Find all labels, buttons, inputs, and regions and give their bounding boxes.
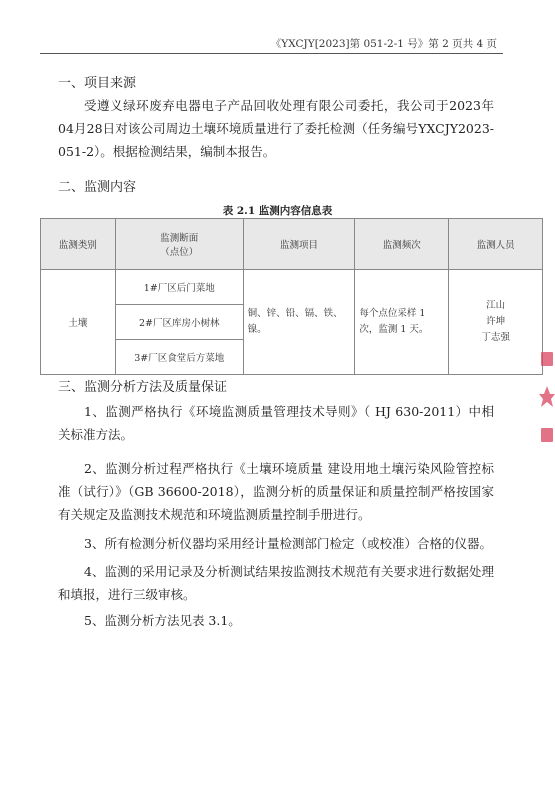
header-category: 监测类别	[41, 219, 116, 270]
table-row	[41, 270, 543, 305]
header-site: 监测断面 （点位）	[115, 219, 243, 270]
header-frequency: 监测频次	[355, 219, 449, 270]
section-3-title: 三、监测分析方法及质量保证	[58, 380, 228, 395]
cell-site-1: 1#厂区后门菜地	[115, 270, 243, 305]
header-items: 监测项目	[243, 219, 355, 270]
staff-name: 许坤	[486, 316, 506, 327]
staff-name: 江山	[486, 300, 506, 311]
header-staff: 监测人员	[449, 219, 543, 270]
cell-staff	[449, 270, 543, 375]
cell-items: 铜、锌、铅、镉、铁、镍。	[243, 270, 355, 375]
cell-category: 土壤	[41, 270, 116, 375]
section-2-title: 二、监测内容	[58, 180, 137, 195]
seal-stamp-fragment	[538, 348, 555, 448]
page-header: 《YXCJY[2023]第 051-2-1 号》第 2 页共 4 页	[270, 38, 497, 50]
section-3-item-1: 1、监测严格执行《环境监测质量管理技术导则》（ HJ 630-2011）中相关标准方法。	[58, 404, 494, 442]
staff-name: 丁志强	[481, 332, 510, 343]
section-3-item-2: 2、监测分析过程严格执行《土壤环境质量 建设用地土壤污染风险管控标准（试行）》（GB 36600-2018），监测分析的质量保证和质量控制严格按国家有关规定及监测技术规范和环境监测质量控制手册进行。	[58, 461, 494, 522]
cell-site-2: 2#厂区库房小树林	[115, 305, 243, 340]
section-3-item-5: 5、监测分析方法见表 3.1。	[84, 613, 241, 628]
section-3-item-3: 3、所有检测分析仪器均采用经计量检测部门检定（或校准）合格的仪器。	[84, 536, 492, 551]
table-header-row	[41, 219, 543, 270]
monitoring-content-table	[40, 218, 543, 375]
section-3-item-4: 4、监测的采用记录及分析测试结果按监测技术规范有关要求进行数据处理和填报，进行三级审核。	[58, 564, 494, 602]
section-1-paragraph: 受遵义绿环废弃电器电子产品回收处理有限公司委托，我公司于2023年04月28日对该公司周边土壤环境质量进行了委托检测（任务编号YXCJY2023-051-2）。根据检测结果，编制本报告。	[58, 98, 494, 159]
header-divider	[40, 53, 503, 54]
section-1-title: 一、项目来源	[58, 76, 137, 91]
cell-frequency: 每个点位采样 1 次，监测 1 天。	[355, 270, 449, 375]
table-caption: 表 2.1 监测内容信息表	[222, 205, 333, 217]
cell-site-3: 3#厂区食堂后方菜地	[115, 340, 243, 375]
